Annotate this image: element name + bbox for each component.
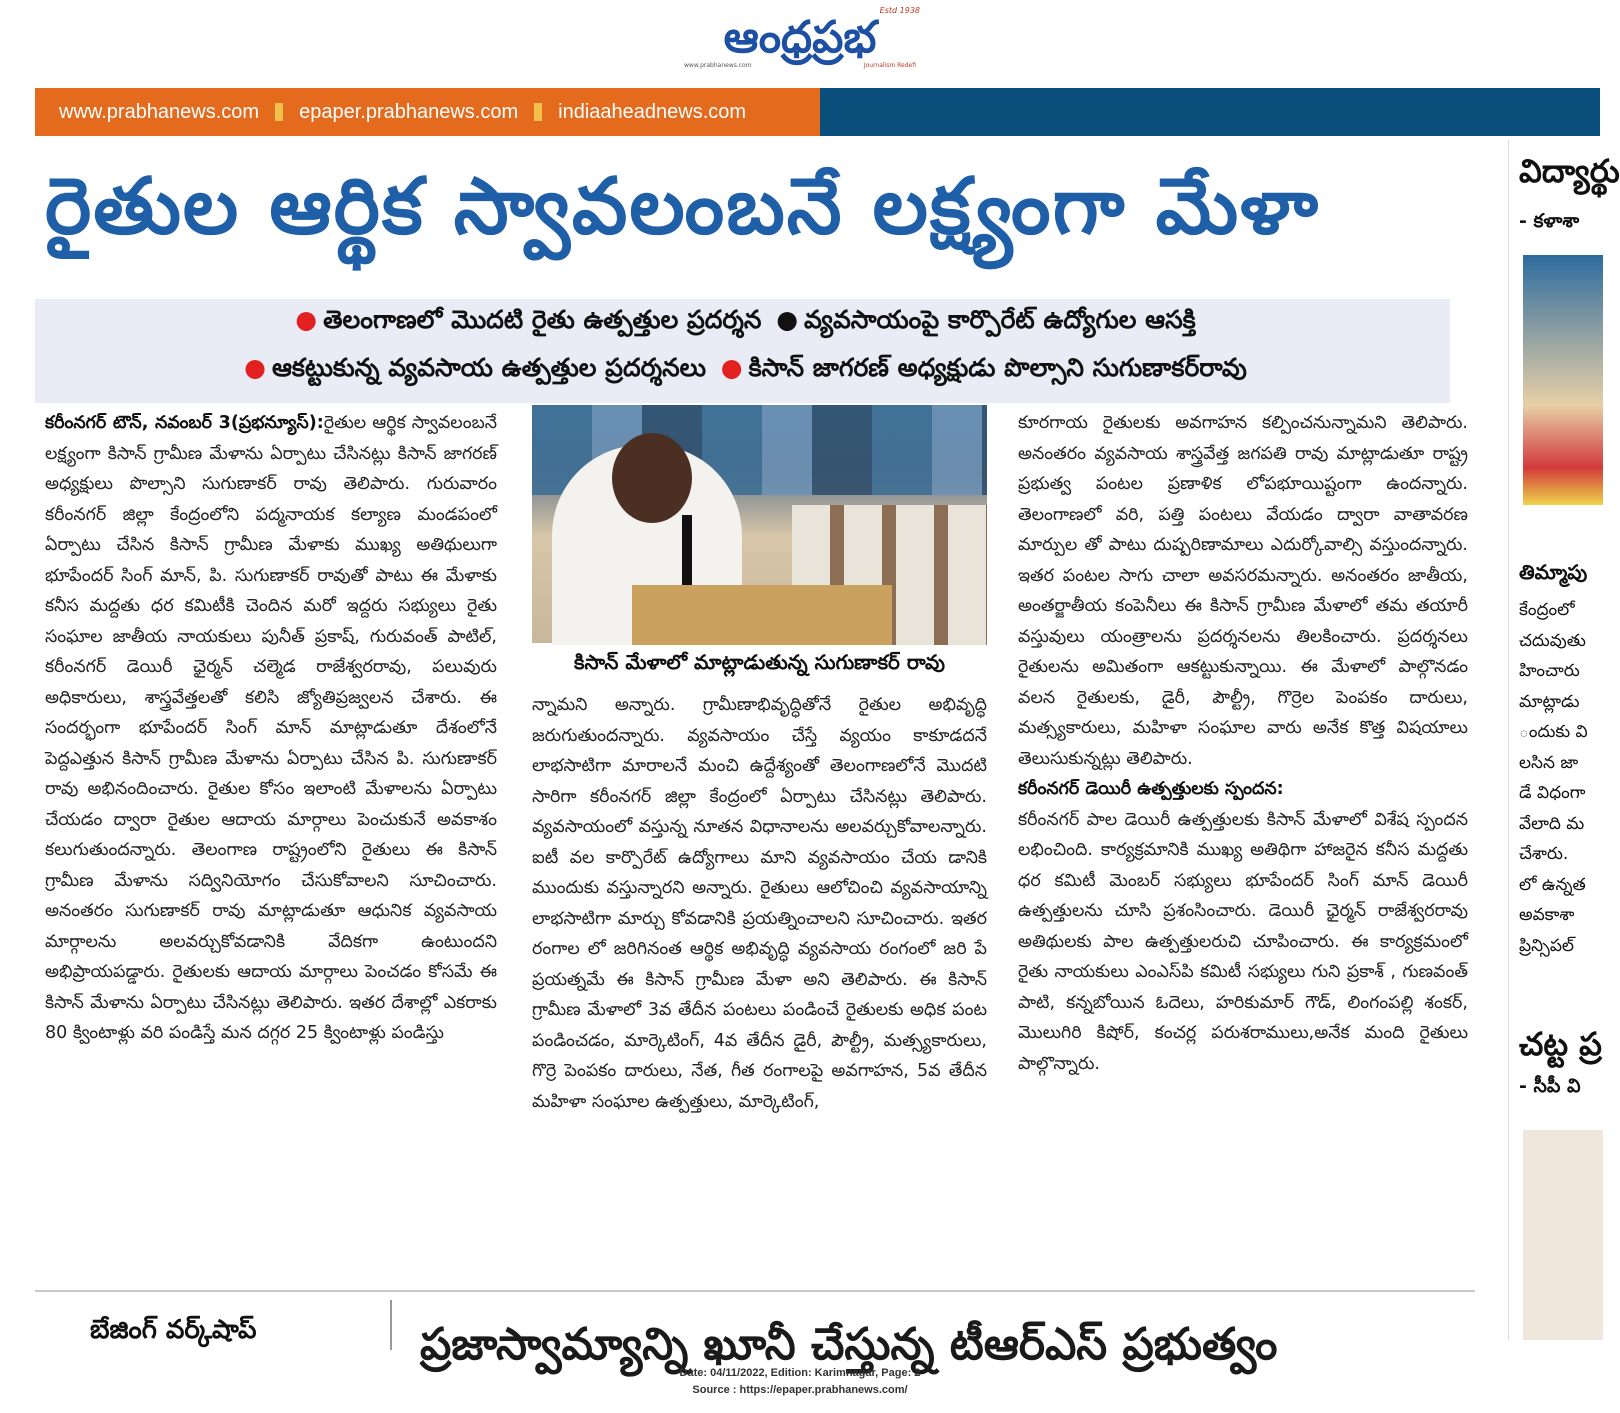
highlights-box <box>35 299 1450 403</box>
article-column-3 <box>1018 408 1468 1278</box>
highlight: కిసాన్ జాగరణ్ అధ్యక్షుడు పొల్సాని సుగుణాకర్‌రావు <box>748 353 1247 382</box>
newspaper-logo <box>680 6 920 70</box>
column-2-text: న్నామని అన్నారు. గ్రామీణాభివృద్ధితోనే రైతుల అభివృద్ధి జరుగుతుందన్నారు. వ్యవసాయం చేస్తే వ్యయం కాకూడదనే లాభసాటిగా మారాలనే మంచి ఉద్దేశ్యంతో తెలంగాణలోనే మొదటి సారిగా కరీంనగర్ జిల్లా కేంద్రంలో ఏర్పాటు చేసినట్లు తెలిపారు. వ్యవసాయంలో వస్తున్న నూతన విధానాలను అలవర్చుకోవాలన్నారు. ఐటీ వల కార్పొరేట్ ఉద్యోగాలు మాని వ్యవసాయం చేయ డానికి ముందుకు వస్తున్నారని అన్నారు. రైతులు ఆలోచించి వ్యవసాయాన్ని లాభసాటిగా మార్చు కోవడానికి ప్రయత్నించాలని సూచించారు. ఇతర రంగాల లో జరిగినంత ఆర్థిక అభివృద్ధి వ్యవసాయ రంగంలో జరి పే ప్రయత్నమే ఈ కిసాన్ గ్రామీణ మేళా అని తెలిపారు. ఈ కిసాన్ గ్రామీణ మేళాలో 3వ తేదీన పంటలు పండించే రైతులకు అధిక పంట పండించడం, మార్కెటింగ్, 4వ తేదీన డైరీ, పౌల్ట్రీ, మత్స్యకారులు, గొర్రె పెంపకం దారులు, నేత, గీత రంగాలపై అవగాహన, 5వ తేదీన మహిళా సంఘాల ఉత్పత్తులు, మార్కెటింగ్, <box>532 695 987 1112</box>
column-3-text-2: కరీంనగర్ పాల డెయిరీ ఉత్పత్తులకు కిసాన్ మేళాలో విశేష స్పందన లభించింది. కార్యక్రమానికి ముఖ్య అతిథిగా హాజరైన కనీస మద్దతు ధర కమిటీ మెంబర్ సభ్యులు భూపేందర్ సింగ్ మాన్ డెయిరీ ఉత్పత్తులను చూసి ప్రశంసించారు. డెయిరీ ఛైర్మన్ రాజేశ్వరరావు అతిథులకు పాల ఉత్పత్తులరుచి చూపించారు. ఈ కార్యక్రమంలో రైతు నాయకులు ఎంఎస్‌పి కమిటీ సభ్యులు గుని ప్రకాశ్ , గుణవంత్ పాటి, కన్నబోయిన ఓదెలు, హరికుమార్ గౌడ్, లింగంపల్లి శంకర్, మొలుగిరి కిషోర్, కంచర్ల పరుశరాములు,అనేక మంది రైతులు పాల్గొన్నారు. <box>1018 809 1468 1074</box>
adjacent-text: కేంద్రంలో చదువుతు హించారు మాట్లాడు ందుకు వి లసిన జా డే విధంగా వేలాది మ చేశారు. లో ఉన్నత అవకాశా ప్రిన్సిపల్ <box>1519 600 1588 956</box>
microphone-icon <box>682 515 692 585</box>
highlight: ఆకట్టుకున్న వ్యవసాయ ఉత్పత్తుల ప్రదర్శనలు <box>271 353 707 382</box>
url-link-2[interactable]: epaper.prabhanews.com <box>299 100 519 123</box>
logo-slogan: Journalism Redefi <box>863 62 916 69</box>
logo-since: Estd 1938 <box>879 6 920 15</box>
logo-text: ఆంధ్రప్రభ <box>723 12 877 63</box>
highlight: తెలంగాణలో మొదటి రైతు ఉత్పత్తుల ప్రదర్శన <box>323 305 762 334</box>
url-link-1[interactable]: www.prabhanews.com <box>59 100 260 123</box>
adjacent-dateline: తిమ్మాపు <box>1519 560 1588 584</box>
article-column-1 <box>45 408 497 1278</box>
article-column-2 <box>532 690 987 1278</box>
dateline: కరీంనగర్ టౌన్, నవంబర్ 3(ప్రభన్యూస్): <box>45 413 324 433</box>
column-3-subhead: కరీంనగర్ డెయిరీ ఉత్పత్తులకు స్పందన: <box>1018 779 1284 799</box>
bottom-left-headline: బేజింగ్ వర్క్‌షాప్ <box>90 1315 257 1345</box>
page-footer <box>0 1365 1600 1399</box>
adjacent-photo-2 <box>1523 1130 1603 1340</box>
url-bar-blue <box>820 88 1600 136</box>
url-link-3[interactable]: indiaaheadnews.com <box>558 100 747 123</box>
logo-url: www.prabhanews.com <box>684 62 752 69</box>
highlights-line-2 <box>35 353 1450 389</box>
divider <box>390 1300 392 1350</box>
adjacent-byline-2: - సీపీ వి <box>1519 1075 1581 1097</box>
article-headline: రైతుల ఆర్థిక స్వావలంబనే లక్ష్యంగా మేళా <box>45 162 1320 252</box>
adjacent-byline: - కళాశా <box>1519 210 1580 232</box>
column-1-text: రైతుల ఆర్థిక స్వావలంబనే లక్ష్యంగా కిసాన్ గ్రామీణ మేళాను ఏర్పాటు చేసినట్లు కిసాన్ జాగరణ్ అధ్యక్షులు పొల్సాని సుగుణాకర్ రావు తెలిపారు. గురువారం కరీంనగర్ జిల్లా కేంద్రంలోని పద్మనాయక కల్యాణ మండపంలో ఏర్పాటు చేసిన కిసాన్ గ్రామీణ మేళాకు ముఖ్య అతిథులుగా భూపేందర్ సింగ్ మాన్, పి. సుగుణాకర్ రావుతో పాటు ఈ మేళాకు కనీస మద్దతు ధర కమిటీకి చెందిన మరో ఇద్దరు సభ్యులు రైతు సంఘాల జాతీయ నాయకులు పునీత్ ప్రకాష్, గురువంత్ పాటిల్, కరీంనగర్ డెయిరీ ఛైర్మన్ చల్మెడ రాజేశ్వరరావు, పలువురు అధికారులు, శాస్త్రవేత్తలతో కలిసి జ్యోతిప్రజ్వలన చేశారు. ఈ సందర్భంగా భూపేందర్ సింగ్ మాన్ మాట్లాడుతూ దేశంలోనే పెద్దఎత్తున కిసాన్ గ్రామీణ మేళాను ఏర్పాటు చేసిన పి. సుగుణాకర్ రావు అభినందించారు. రైతుల కోసం ఇలాంటి మేళాలను ఏర్పాటు చేయడం ద్వారా రైతుల ఆదాయ మార్గాలు పెంచుకునే అవకాశం కలుగుతుందన్నారు. తెలంగాణ రాష్ట్రంలోని రైతులు ఈ కిసాన్ గ్రామీణ మేళాను సద్వినియోగం చేసుకోవాలని సూచించారు. అనంతరం సుగుణాకర్ రావు మాట్లాడుతూ ఆధునిక వ్యవసాయ మార్గాలను అలవర్చుకోవడానికి వేదికగా ఉంటుందని అభిప్రాయపడ్డారు. రైతులకు ఆదాయ మార్గాలు పెంచడం కోసమే ఈ కిసాన్ మేళాను ఏర్పాటు చేసినట్లు తెలిపారు. ఇతర దేశాల్లో ఎకరాకు 80 క్వింటాళ్లు వరి పండిస్తే మన దగ్గర 25 క్వింటాళ్లు పండిస్తు <box>45 413 498 1043</box>
adjacent-article <box>1508 140 1620 1340</box>
adjacent-title: విద్యార్థు <box>1519 152 1620 190</box>
bullet-icon: ● <box>295 305 318 334</box>
photo-caption: కిసాన్ మేళాలో మాట్లాడుతున్న సుగుణాకర్ రావు <box>574 650 945 674</box>
bottom-headline: ప్రజాస్వామ్యాన్ని ఖూనీ చేస్తున్న టీఆర్ఎస్ ప్రభుత్వం <box>420 1319 1278 1370</box>
highlights-line-1 <box>35 305 1450 341</box>
url-separator <box>534 103 542 121</box>
url-separator <box>275 103 283 121</box>
edition-info: Date: 04/11/2022, Edition: Karimnagar, Page: 2 <box>679 1367 921 1379</box>
article-photo <box>532 405 987 643</box>
bullet-icon: ● <box>776 305 799 334</box>
column-3-text: కూరగాయ రైతులకు అవగాహన కల్పించనున్నామని తెలిపారు. అనంతరం వ్యవసాయ శాస్త్రవేత్త జగపతి రావు మాట్లాడుతూ రాష్ట్ర ప్రభుత్వ పంటల ప్రణాళిక లోపభూయిష్టంగా ఉందన్నారు. తెలంగాణలో వరి, పత్తి పంటలు వేయడం ద్వారా వాతావరణ మార్పుల తో పాటు దుష్పరిణామాలు ఎదుర్కోవాల్సి వస్తుందన్నారు. ఇతర పంటల సాగు చాలా అవసరమన్నారు. అనంతరం జాతీయ, అంతర్జాతీయ కంపెనీలు ఈ కిసాన్ గ్రామీణ మేళాలో తమ తయారీ వస్తువులు యంత్రాలను ప్రదర్శనలను తిలకించారు. ప్రదర్శనలు రైతులను అమితంగా ఆకట్టుకున్నాయి. ఈ మేళాలో పాల్గొనడం వలన రైతులకు, డైరీ, పౌల్ట్రీ, గొర్రెల పెంపకం దారులు, మత్స్యకారులు, మహిళా సంఘాల వారు అనేక కొత్త విషయాలు తెలుసుకున్నట్లు తెలిపారు. <box>1018 413 1468 769</box>
bullet-icon: ● <box>244 353 266 382</box>
bullet-icon: ● <box>720 353 743 382</box>
url-bar <box>35 88 820 136</box>
adjacent-photo <box>1523 255 1603 505</box>
source-link[interactable]: Source : https://epaper.prabhanews.com/ <box>692 1384 908 1396</box>
divider <box>35 1290 1475 1292</box>
adjacent-title-2: చట్ట ప్ర <box>1519 1025 1602 1063</box>
masthead <box>0 0 1600 84</box>
highlight: వ్యవసాయంపై కార్పొరేట్ ఉద్యోగుల ఆసక్తి <box>804 305 1196 334</box>
